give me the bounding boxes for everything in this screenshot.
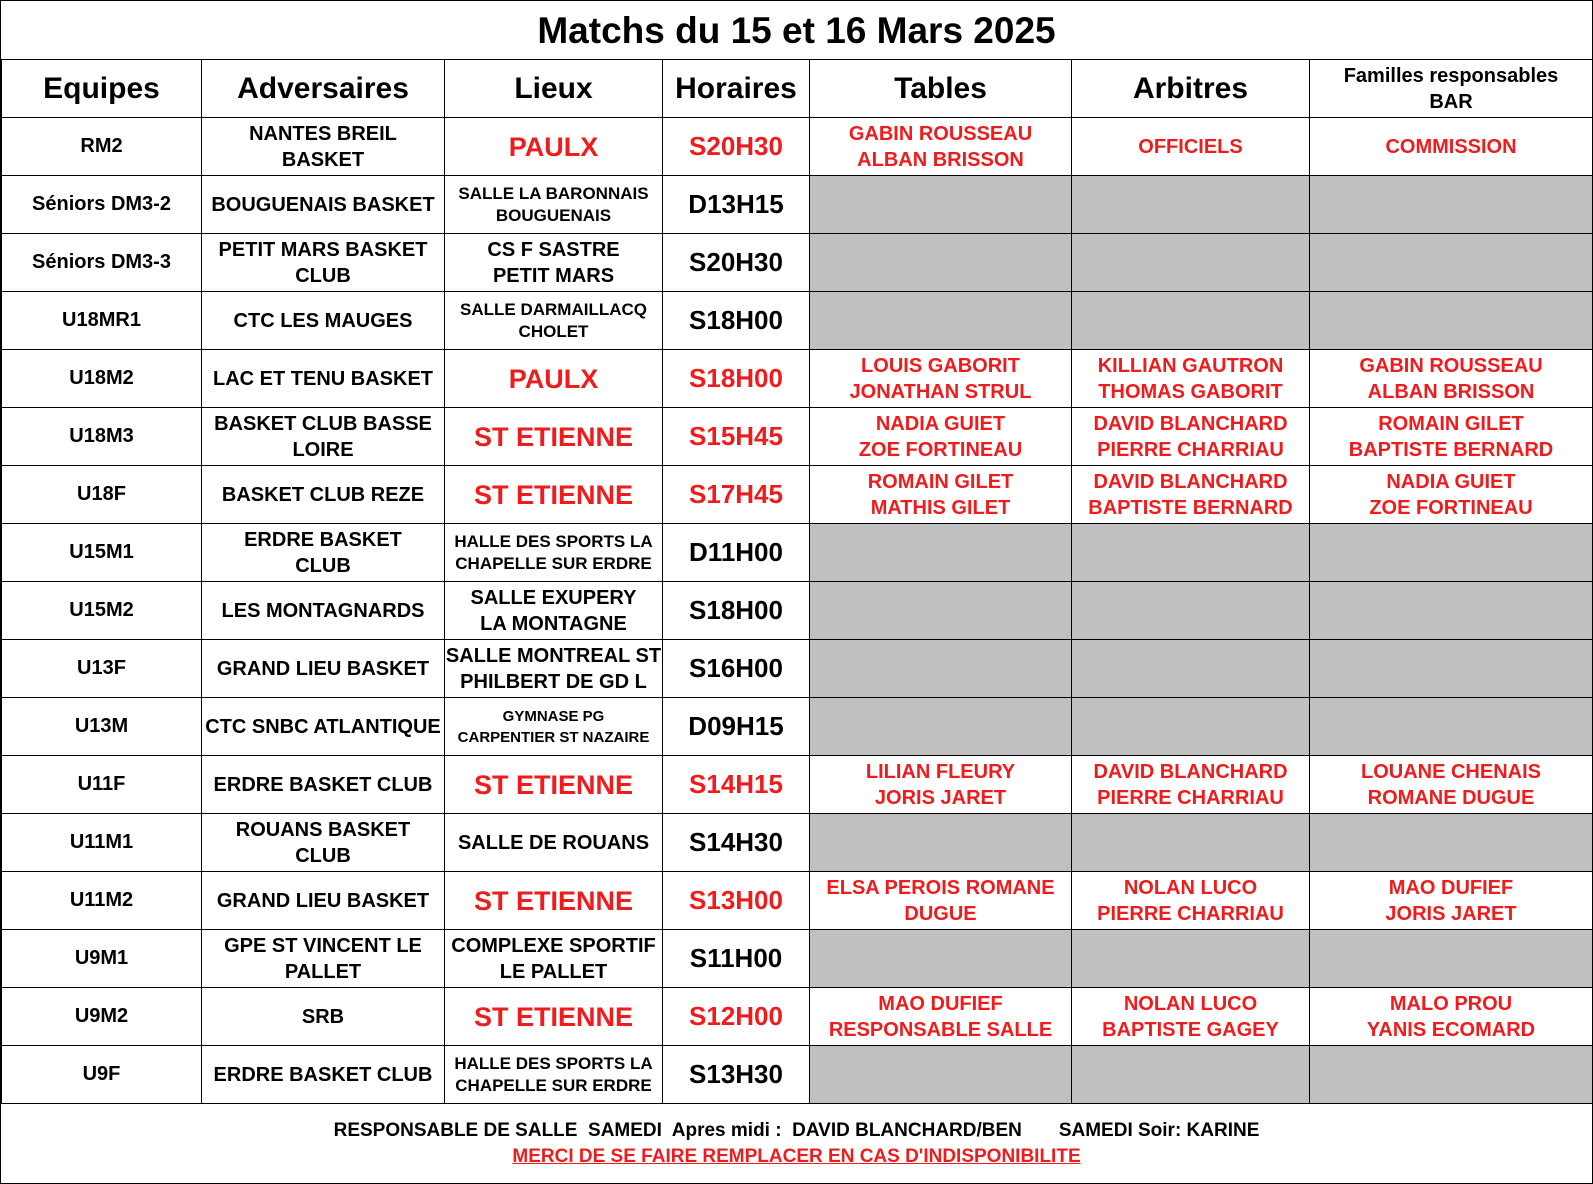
bar-families-line: COMMISSION [1385, 135, 1517, 158]
tables-cell-empty [810, 640, 1072, 698]
venue-line: SALLE LA BARONNAIS [458, 183, 649, 203]
venue-line: SALLE DE ROUANS [457, 831, 650, 854]
tables-line: ZOE FORTINEAU [858, 438, 1023, 461]
team-cell: Séniors DM3-3 [2, 234, 202, 292]
team-cell: U18M2 [2, 350, 202, 408]
opponent-line: ERDRE BASKET CLUB [213, 1063, 433, 1086]
tables-cell-empty [810, 698, 1072, 756]
time-cell: S17H45 [663, 466, 810, 524]
bar-families-line: YANIS ECOMARD [1366, 1018, 1536, 1041]
venue-line: CHAPELLE SUR ERDRE [455, 553, 652, 573]
table-row [2, 524, 1593, 582]
opponent-line: LES MONTAGNARDS [221, 599, 425, 622]
referees-cell [1072, 988, 1310, 1046]
tables-line: JONATHAN STRUL [849, 380, 1032, 403]
bar-families-cell-empty [1310, 176, 1593, 234]
referees-line: NOLAN LUCO [1123, 992, 1258, 1015]
opponent-cell [202, 524, 445, 582]
bar-families-cell [1310, 408, 1593, 466]
table-row [2, 176, 1593, 234]
referees-line: DAVID BLANCHARD [1093, 412, 1288, 435]
opponent-cell [202, 118, 445, 176]
opponent-line: CLUB [295, 264, 351, 287]
tables-line: ROMAIN GILET [867, 470, 1014, 493]
venue-line: ST ETIENNE [473, 885, 634, 916]
venue-line: GYMNASE PG [502, 707, 605, 725]
team-cell: RM2 [2, 118, 202, 176]
table-row [2, 814, 1593, 872]
opponent-cell [202, 350, 445, 408]
header-arbitres: Arbitres [1072, 60, 1310, 118]
bar-families-cell [1310, 118, 1593, 176]
referees-line: PIERRE CHARRIAU [1097, 902, 1284, 925]
table-row [2, 350, 1593, 408]
venue-line: SALLE DARMAILLACQ [460, 299, 647, 319]
bar-families-cell [1310, 350, 1593, 408]
opponent-cell [202, 466, 445, 524]
table-row [2, 930, 1593, 988]
tables-cell-empty [810, 1046, 1072, 1104]
header-row [2, 60, 1593, 118]
header-adversaires: Adversaires [202, 60, 445, 118]
opponent-line: BOUGUENAIS BASKET [211, 193, 435, 216]
venue-cell [445, 930, 663, 988]
opponent-cell [202, 234, 445, 292]
bar-families-line: ROMAIN GILET [1378, 412, 1524, 435]
opponent-cell [202, 176, 445, 234]
bar-families-line: NADIA GUIET [1386, 470, 1516, 493]
venue-cell [445, 408, 663, 466]
venue-cell [445, 176, 663, 234]
header-lieux: Lieux [445, 60, 663, 118]
referees-cell [1072, 872, 1310, 930]
venue-line: SALLE MONTREAL ST [445, 644, 662, 667]
opponent-line: ERDRE BASKET [244, 528, 402, 551]
table-row [2, 872, 1593, 930]
venue-line: COMPLEXE SPORTIF [451, 934, 656, 957]
venue-cell [445, 872, 663, 930]
opponent-line: CLUB [295, 554, 351, 577]
table-row [2, 756, 1593, 814]
tables-cell [810, 350, 1072, 408]
venue-line: PETIT MARS [492, 264, 615, 287]
venue-line: SALLE EXUPERY [470, 586, 637, 609]
team-cell: U11M2 [2, 872, 202, 930]
opponent-line: NANTES BREIL [249, 122, 397, 145]
tables-cell [810, 988, 1072, 1046]
referees-cell-empty [1072, 234, 1310, 292]
tables-cell-empty [810, 176, 1072, 234]
opponent-cell [202, 930, 445, 988]
team-cell: U9M2 [2, 988, 202, 1046]
opponent-line: ERDRE BASKET CLUB [213, 773, 433, 796]
tables-cell-empty [810, 292, 1072, 350]
referees-line: BAPTISTE GAGEY [1102, 1018, 1279, 1041]
tables-cell-empty [810, 930, 1072, 988]
venue-line: HALLE DES SPORTS LA [454, 531, 653, 551]
referees-line: KILLIAN GAUTRON [1097, 354, 1284, 377]
footer [1, 1104, 1592, 1170]
opponent-line: ROUANS BASKET [235, 818, 411, 841]
venue-line: PAULX [508, 131, 599, 162]
tables-cell-empty [810, 582, 1072, 640]
venue-line: CHOLET [518, 321, 589, 341]
venue-line: CS F SASTRE [487, 238, 620, 261]
bar-families-line: ROMANE DUGUE [1367, 786, 1535, 809]
table-row [2, 292, 1593, 350]
header-tables: Tables [810, 60, 1072, 118]
venue-line: ST ETIENNE [473, 769, 634, 800]
venue-line: BOUGUENAIS [495, 205, 612, 225]
tables-cell-empty [810, 814, 1072, 872]
venue-line: ST ETIENNE [473, 479, 634, 510]
bar-families-line: ZOE FORTINEAU [1369, 496, 1533, 519]
time-cell: D11H00 [663, 524, 810, 582]
table-row [2, 698, 1593, 756]
opponent-cell [202, 988, 445, 1046]
tables-cell-empty [810, 524, 1072, 582]
opponent-cell [202, 292, 445, 350]
referees-cell [1072, 408, 1310, 466]
team-cell: U18F [2, 466, 202, 524]
referees-cell [1072, 350, 1310, 408]
referees-cell-empty [1072, 640, 1310, 698]
bar-families-cell-empty [1310, 640, 1593, 698]
venue-cell [445, 234, 663, 292]
time-cell: S11H00 [663, 930, 810, 988]
opponent-line: SRB [301, 1005, 345, 1028]
opponent-cell [202, 698, 445, 756]
venue-cell [445, 524, 663, 582]
opponent-line: PETIT MARS BASKET [218, 238, 428, 261]
venue-line: CHAPELLE SUR ERDRE [455, 1075, 652, 1095]
team-cell: U15M1 [2, 524, 202, 582]
referees-cell-empty [1072, 292, 1310, 350]
referees-cell-empty [1072, 698, 1310, 756]
time-cell: S18H00 [663, 350, 810, 408]
bar-families-cell [1310, 872, 1593, 930]
tables-line: LOUIS GABORIT [861, 354, 1020, 377]
referees-line: OFFICIELS [1138, 135, 1243, 158]
bar-families-line: MALO PROU [1389, 992, 1513, 1015]
tables-cell [810, 118, 1072, 176]
table-row [2, 582, 1593, 640]
referees-cell-empty [1072, 582, 1310, 640]
venue-cell [445, 118, 663, 176]
time-cell: S15H45 [663, 408, 810, 466]
venue-line: CARPENTIER ST NAZAIRE [457, 728, 650, 746]
table-row [2, 466, 1593, 524]
referees-line: PIERRE CHARRIAU [1097, 786, 1284, 809]
tables-cell [810, 466, 1072, 524]
bar-families-line: MAO DUFIEF [1388, 876, 1514, 899]
venue-cell [445, 988, 663, 1046]
venue-cell [445, 1046, 663, 1104]
opponent-line: GRAND LIEU BASKET [216, 889, 430, 912]
time-cell: S14H30 [663, 814, 810, 872]
referees-cell [1072, 756, 1310, 814]
team-cell: U9F [2, 1046, 202, 1104]
referees-line: DAVID BLANCHARD [1093, 760, 1288, 783]
table-row [2, 988, 1593, 1046]
tables-cell [810, 756, 1072, 814]
bar-families-line: ALBAN BRISSON [1367, 380, 1535, 403]
tables-line: MATHIS GILET [870, 496, 1011, 519]
venue-cell [445, 292, 663, 350]
tables-line: JORIS JARET [874, 786, 1007, 809]
venue-cell [445, 698, 663, 756]
referees-line: THOMAS GABORIT [1098, 380, 1283, 403]
time-cell: S20H30 [663, 234, 810, 292]
venue-cell [445, 582, 663, 640]
tables-line: GABIN ROUSSEAU [848, 122, 1033, 145]
venue-line: ST ETIENNE [473, 421, 634, 452]
venue-line: ST ETIENNE [473, 1001, 634, 1032]
opponent-line: BASKET CLUB REZE [221, 483, 425, 506]
time-cell: S13H00 [663, 872, 810, 930]
tables-line: ALBAN BRISSON [857, 148, 1024, 171]
match-rows [2, 118, 1593, 1104]
referees-line: PIERRE CHARRIAU [1097, 438, 1284, 461]
tables-line: DUGUE [904, 902, 977, 925]
venue-line: LA MONTAGNE [480, 612, 627, 635]
team-cell: U18MR1 [2, 292, 202, 350]
opponent-cell [202, 814, 445, 872]
bar-families-cell-empty [1310, 698, 1593, 756]
team-cell: U18M3 [2, 408, 202, 466]
time-cell: S12H00 [663, 988, 810, 1046]
header-horaires: Horaires [663, 60, 810, 118]
match-table [1, 59, 1593, 1104]
team-cell: Séniors DM3-2 [2, 176, 202, 234]
time-cell: D13H15 [663, 176, 810, 234]
opponent-cell [202, 640, 445, 698]
opponent-cell [202, 1046, 445, 1104]
venue-line: LE PALLET [499, 960, 608, 983]
time-cell: S20H30 [663, 118, 810, 176]
bar-families-cell-empty [1310, 582, 1593, 640]
time-cell: S18H00 [663, 292, 810, 350]
header-familles-line2: BAR [1429, 90, 1473, 113]
team-cell: U15M2 [2, 582, 202, 640]
table-row [2, 118, 1593, 176]
referees-cell [1072, 118, 1310, 176]
tables-line: LILIAN FLEURY [865, 760, 1016, 783]
time-cell: S14H15 [663, 756, 810, 814]
bar-families-line: LOUANE CHENAIS [1360, 760, 1541, 783]
bar-families-line: BAPTISTE BERNARD [1348, 438, 1554, 461]
venue-cell [445, 756, 663, 814]
time-cell: D09H15 [663, 698, 810, 756]
referees-cell-empty [1072, 176, 1310, 234]
venue-cell [445, 466, 663, 524]
table-row [2, 408, 1593, 466]
team-cell: U13M [2, 698, 202, 756]
opponent-cell [202, 582, 445, 640]
referees-cell-empty [1072, 814, 1310, 872]
venue-cell [445, 640, 663, 698]
venue-line: HALLE DES SPORTS LA [454, 1053, 653, 1073]
team-cell: U13F [2, 640, 202, 698]
team-cell: U9M1 [2, 930, 202, 988]
opponent-line: BASKET [281, 148, 365, 171]
header-familles-bar [1310, 60, 1593, 118]
time-cell: S18H00 [663, 582, 810, 640]
opponent-line: PALLET [284, 960, 362, 983]
referees-cell-empty [1072, 930, 1310, 988]
opponent-line: BASKET CLUB BASSE [214, 412, 432, 435]
venue-cell [445, 350, 663, 408]
bar-families-cell [1310, 988, 1593, 1046]
bar-families-cell-empty [1310, 1046, 1593, 1104]
tables-line: NADIA GUIET [875, 412, 1006, 435]
time-cell: S16H00 [663, 640, 810, 698]
tables-line: RESPONSABLE SALLE [828, 1018, 1053, 1041]
header-equipes: Equipes [2, 60, 202, 118]
bar-families-cell [1310, 756, 1593, 814]
referees-line: DAVID BLANCHARD [1093, 470, 1288, 493]
header-familles-line1: Familles responsables [1343, 64, 1559, 87]
tables-cell [810, 872, 1072, 930]
venue-line: PAULX [508, 363, 599, 394]
footer-warning: MERCI DE SE FAIRE REMPLACER EN CAS D'INDISPONIBILITE [512, 1146, 1081, 1167]
table-row [2, 640, 1593, 698]
venue-line: PHILBERT DE GD L [460, 670, 647, 693]
opponent-line: CTC SNBC ATLANTIQUE [205, 715, 441, 738]
opponent-cell [202, 408, 445, 466]
page-title: Matchs du 15 et 16 Mars 2025 [537, 10, 1056, 51]
opponent-line: GRAND LIEU BASKET [216, 657, 430, 680]
bar-families-line: GABIN ROUSSEAU [1359, 354, 1543, 377]
opponent-cell [202, 872, 445, 930]
footer-responsable-salle: RESPONSABLE DE SALLE SAMEDI Apres midi : DAVID BLANCHARD/BEN SAMEDI Soir: KARINE [333, 1120, 1260, 1141]
bar-families-cell-empty [1310, 292, 1593, 350]
opponent-line: CLUB [295, 844, 351, 867]
tables-line: MAO DUFIEF [878, 992, 1003, 1015]
time-cell: S13H30 [663, 1046, 810, 1104]
table-row [2, 234, 1593, 292]
tables-line: ELSA PEROIS ROMANE [826, 876, 1055, 899]
referees-cell-empty [1072, 1046, 1310, 1104]
bar-families-cell-empty [1310, 814, 1593, 872]
referees-cell-empty [1072, 524, 1310, 582]
team-cell: U11F [2, 756, 202, 814]
team-cell: U11M1 [2, 814, 202, 872]
bar-families-cell-empty [1310, 524, 1593, 582]
referees-cell [1072, 466, 1310, 524]
bar-families-cell-empty [1310, 930, 1593, 988]
bar-families-line: JORIS JARET [1385, 902, 1517, 925]
opponent-line: CTC LES MAUGES [233, 309, 413, 332]
tables-cell [810, 408, 1072, 466]
opponent-line: LOIRE [292, 438, 354, 461]
referees-line: NOLAN LUCO [1123, 876, 1258, 899]
opponent-cell [202, 756, 445, 814]
tables-cell-empty [810, 234, 1072, 292]
venue-cell [445, 814, 663, 872]
opponent-line: LAC ET TENU BASKET [213, 367, 433, 390]
referees-line: BAPTISTE BERNARD [1088, 496, 1293, 519]
bar-families-cell [1310, 466, 1593, 524]
bar-families-cell-empty [1310, 234, 1593, 292]
table-row [2, 1046, 1593, 1104]
opponent-line: GPE ST VINCENT LE [224, 934, 422, 957]
